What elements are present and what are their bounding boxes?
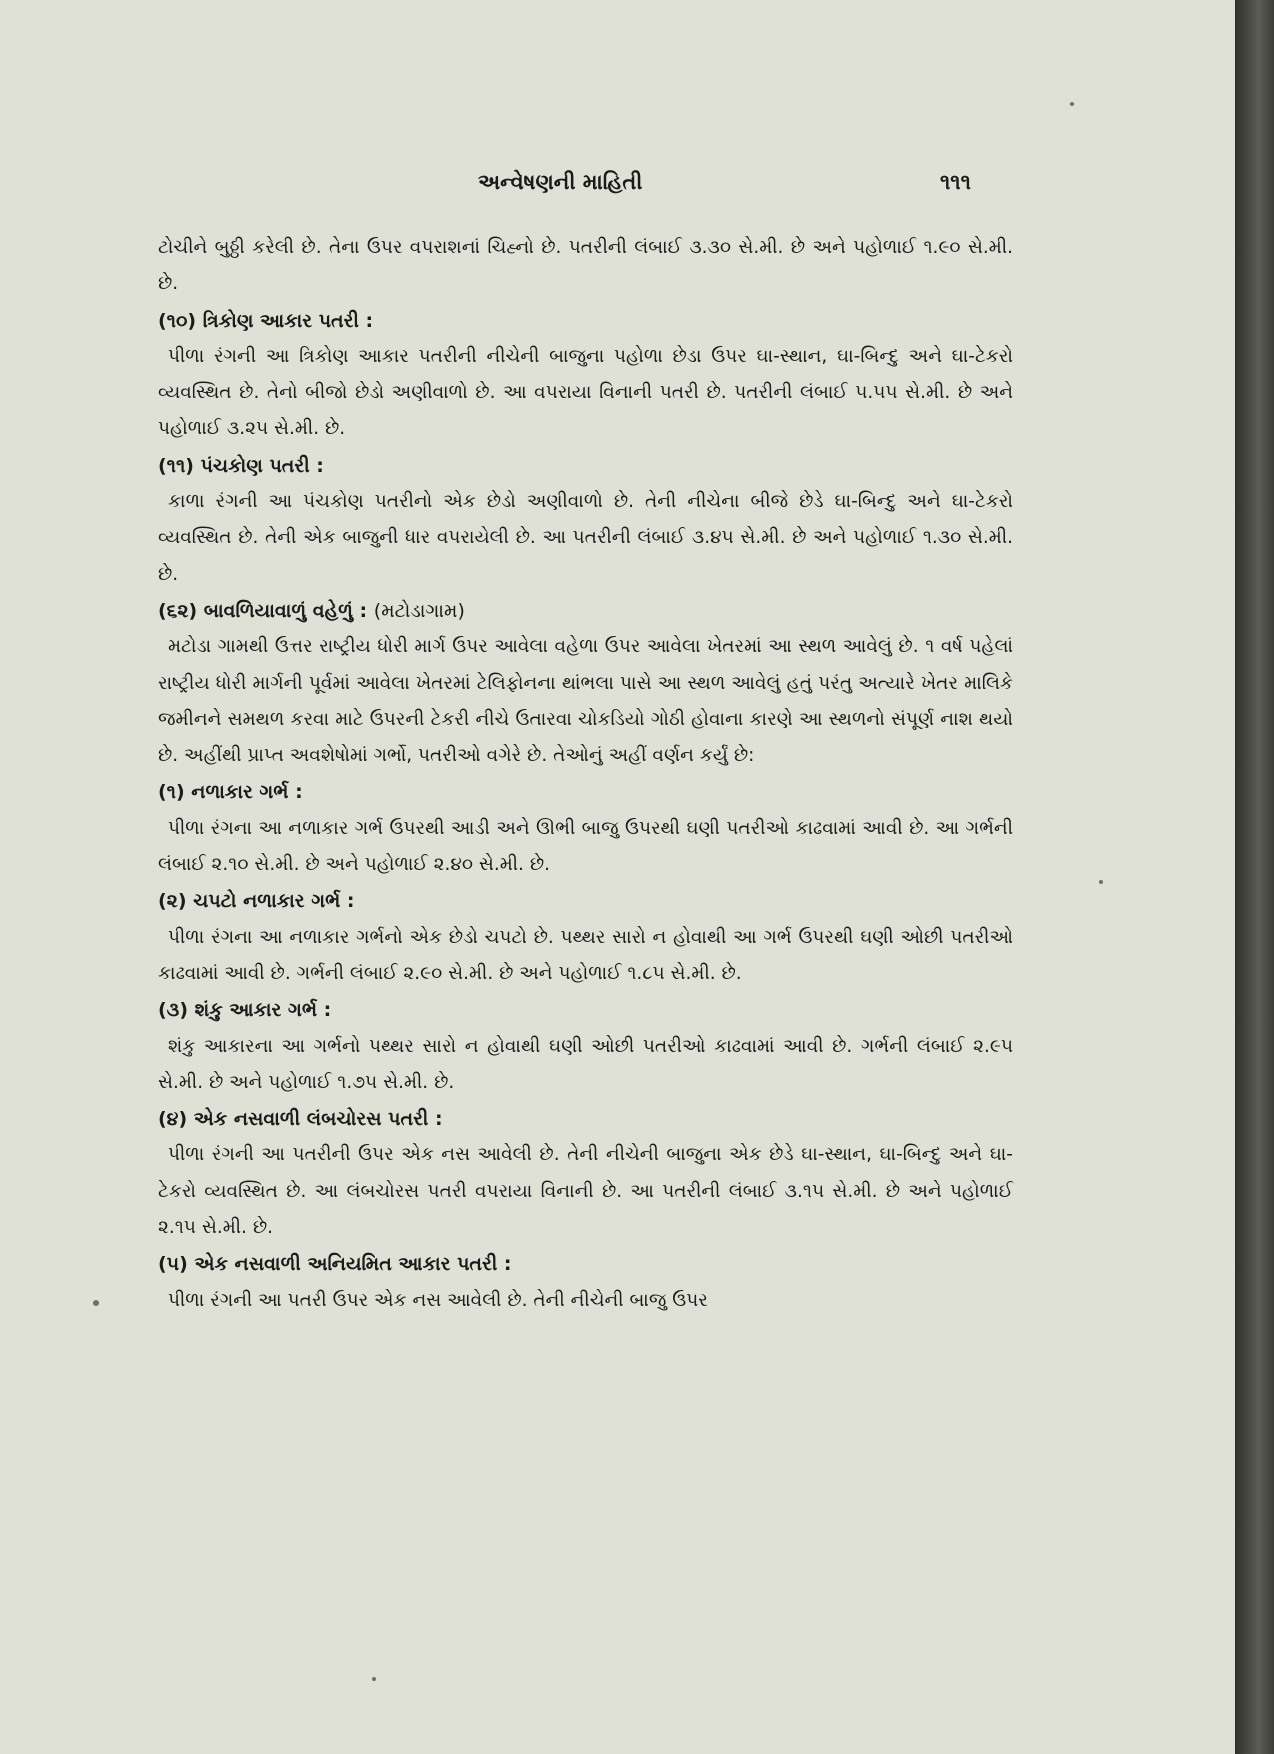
site-heading-village: (મટોડાગામ) [373, 599, 465, 622]
paragraph: કાળા રંગની આ પંચકોણ પતરીનો એક છેડો અણીવાળો છે. તેની નીચેના બીજે છેડે ઘા-બિન્દુ અને ઘા-ટેકરો વ્યવસ્થિત છે. તેની એક બાજુની ધાર વપરાયેલી છે. આ પતરીની લંબાઈ ૩.૪૫ સે.મી. છે અને પહોળાઈ ૧.૩૦ સે.મી. છે. [158, 491, 1013, 585]
paragraph: પીળા રંગની આ પતરીની ઉપર એક નસ આવેલી છે. તેની નીચેની બાજુના એક છેડે ઘા-સ્થાન, ઘા-બિન્દુ અને ઘા-ટેકરો વ્યવસ્થિત છે. આ લંબચોરસ પતરી વપરાયા વિનાની છે. આ પતરીની લંબાઈ ૩.૧૫ સે.મી. છે અને પહોળાઈ ૨.૧૫ સે.મી. છે. [158, 1144, 1013, 1239]
paragraph: પીળા રંગના આ નળાકાર ગર્ભનો એક છેડો ચપટો છે. પથ્થર સારો ન હોવાથી આ ગર્ભ ઉપરથી ઘણી ઓછી પતરીઓ કાઢવામાં આવી છે. ગર્ભની લંબાઈ ૨.૯૦ સે.મી. છે અને પહોળાઈ ૧.૮૫ સે.મી. છે. [158, 926, 1013, 984]
section-heading: (૫) એક નસવાળી અનિયમિત આકાર પતરી : [158, 1253, 512, 1276]
section-heading: (૧) નળાકાર ગર્ભ : [158, 781, 303, 804]
paragraph: શંકુ આકારના આ ગર્ભનો પથ્થર સારો ન હોવાથી ઘણી ઓછી પતરીઓ કાઢવામાં આવી છે. ગર્ભની લંબાઈ ૨.૯૫ સે.મી. છે અને પહોળાઈ ૧.૭૫ સે.મી. છે. [158, 1035, 1013, 1093]
paragraph: મટોડા ગામથી ઉત્તર રાષ્ટ્રીય ધોરી માર્ગ ઉપર આવેલા વહેળા ઉપર આવેલા ખેતરમાં આ સ્થળ આવેલું છે. ૧ વર્ષ પહેલાં રાષ્ટ્રીય ધોરી માર્ગની પૂર્વમાં આવેલા ખેતરમાં ટેલિફોનના થાંભલા પાસે આ સ્થળ આવેલું હતું પરંતુ અત્યારે ખેતર માલિકે જમીનને સમથળ કરવા માટે ઉપરની ટેકરી નીચે ઉતારવા ચોકડિયો ગોઠી હોવાના કારણે આ સ્થળનો સંપૂર્ણ નાશ થયો છે. અહીંથી પ્રાપ્ત અવશેષોમાં ગર્ભો, પતરીઓ વગેરે છે. તેઓનું અહીં વર્ણન કર્યું છે: [158, 636, 1013, 767]
paper-speck [93, 1300, 99, 1306]
page-number: ૧૧૧ [940, 170, 971, 194]
paper-speck [1099, 880, 1103, 884]
running-title: અન્વેષણની માહિતી [478, 170, 643, 194]
section-heading: (૨) ચપટો નળાકાર ગર્ભ : [158, 890, 355, 913]
site-heading [158, 593, 1013, 629]
page-edge-shadow [1235, 0, 1274, 1754]
site-heading-title: (૬૨) બાવળિયાવાળું વહેળું : [158, 599, 368, 622]
paragraph: ટોચીને બુઠ્ઠી કરેલી છે. તેના ઉપર વપરાશનાં ચિહ્નો છે. પતરીની લંબાઈ ૩.૩૦ સે.મી. છે અને પહોળાઈ ૧.૯૦ સે.મી. છે. [158, 237, 1013, 295]
running-head [0, 170, 1235, 210]
paragraph: પીળા રંગના આ નળાકાર ગર્ભ ઉપરથી આડી અને ઊભી બાજુ ઉપરથી ઘણી પતરીઓ કાઢવામાં આવી છે. આ ગર્ભની લંબાઈ ૨.૧૦ સે.મી. છે અને પહોળાઈ ૨.૪૦ સે.મી. છે. [158, 817, 1013, 876]
paper-speck [1070, 102, 1074, 106]
section-heading: (૪) એક નસવાળી લંબચોરસ પતરી : [158, 1108, 443, 1131]
section-heading: (૩) શંકુ આકાર ગર્ભ : [158, 999, 332, 1022]
paper-speck [372, 1677, 376, 1681]
section-heading: (૧૦) ત્રિકોણ આકાર પતરી : [158, 309, 374, 332]
section-heading: (૧૧) પંચકોણ પતરી : [158, 454, 324, 477]
paragraph: પીળા રંગની આ પતરી ઉપર એક નસ આવેલી છે. તેની નીચેની બાજુ ઉપર [168, 1289, 708, 1311]
body-text [158, 230, 1013, 1319]
paragraph: પીળા રંગની આ ત્રિકોણ આકાર પતરીની નીચેની બાજુના પહોળા છેડા ઉપર ઘા-સ્થાન, ઘા-બિન્દુ અને ઘા-ટેકરો વ્યવસ્થિત છે. તેનો બીજો છેડો અણીવાળો છે. આ વપરાયા વિનાની પતરી છે. પતરીની લંબાઈ ૫.૫૫ સે.મી. છે અને પહોળાઈ ૩.૨૫ સે.મી. છે. [158, 345, 1013, 440]
